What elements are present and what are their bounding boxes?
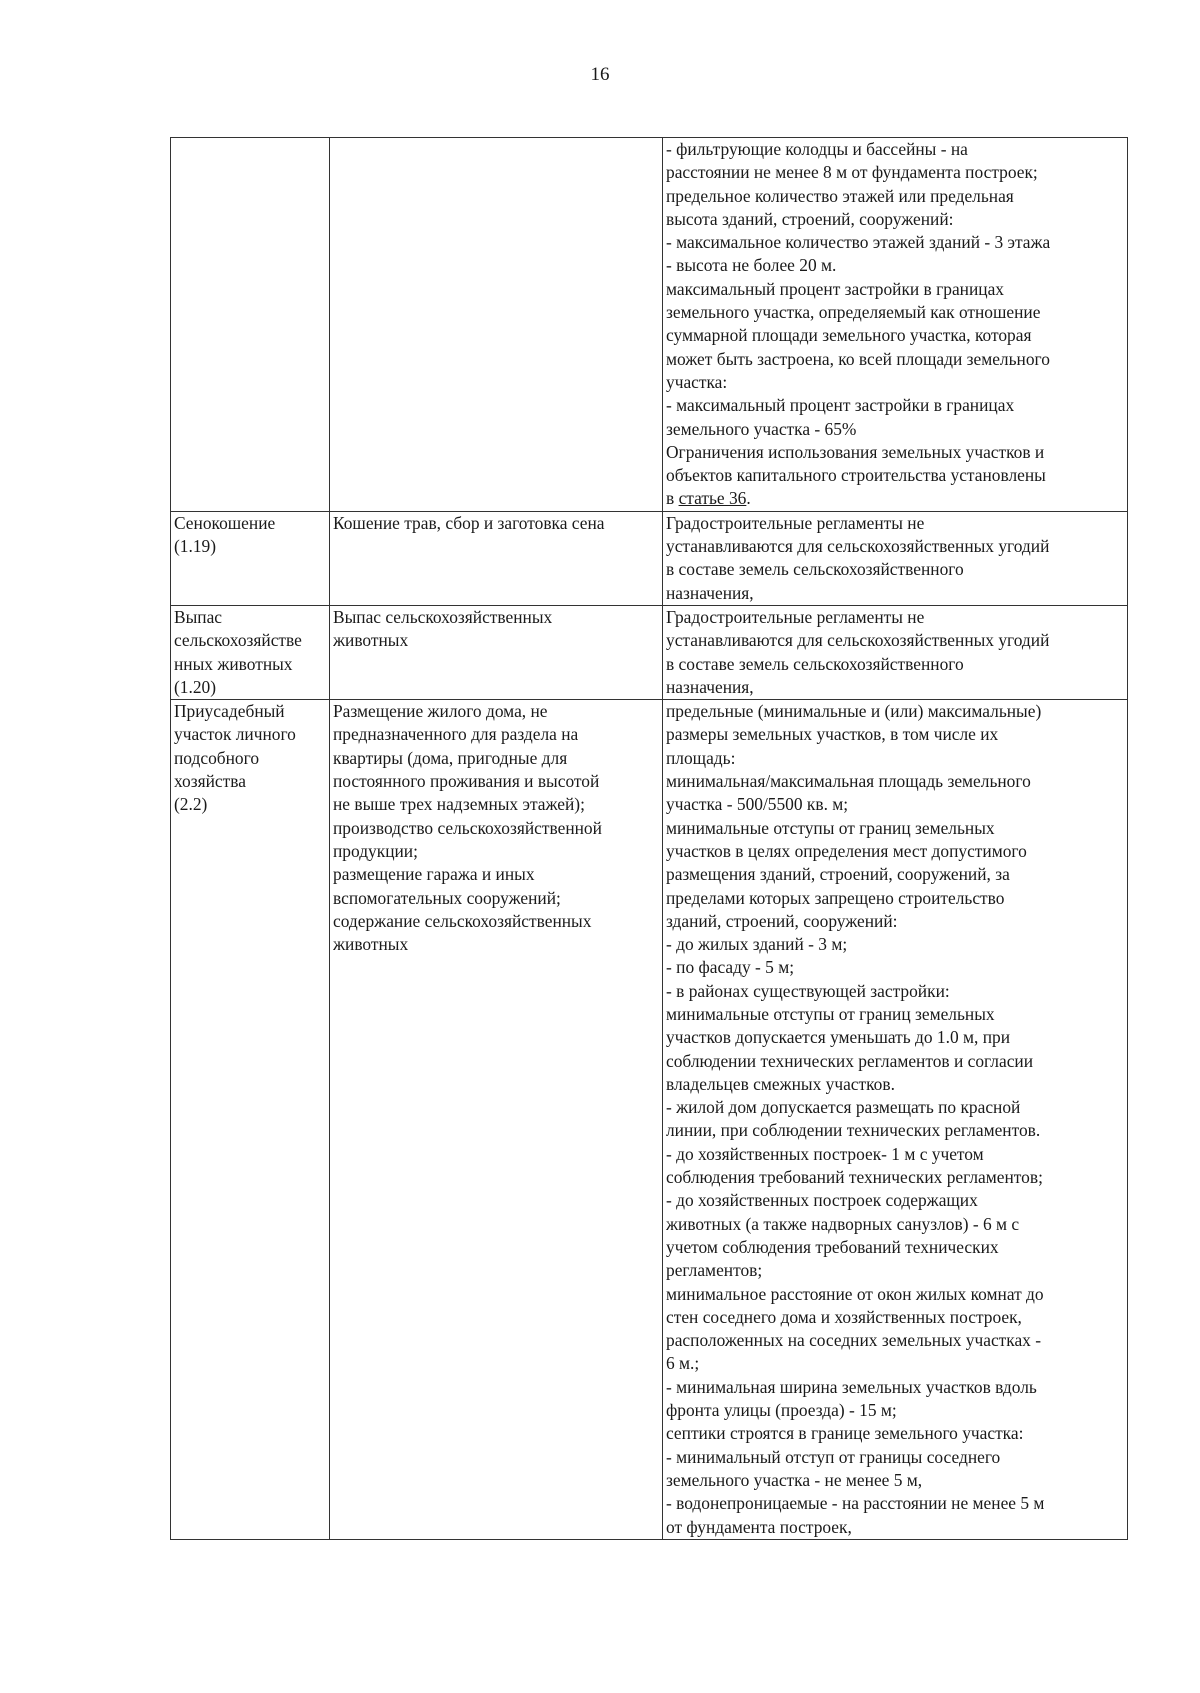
use-type-cell: [171, 511, 330, 605]
use-type-cell: [171, 138, 330, 512]
table-row: [171, 138, 1128, 512]
cell-line: постоянного проживания и высотой: [333, 771, 600, 792]
cell-line: Градостроительные регламенты не: [666, 606, 925, 627]
cell-line: - минимальная ширина земельных участков вдоль: [666, 1376, 1037, 1397]
cell-line: содержание сельскохозяйственных: [333, 910, 592, 931]
cell-line: животных (а также надворных санузлов) - 6 м с: [666, 1213, 1020, 1234]
cell-line: земельного участка - не менее 5 м,: [666, 1469, 923, 1490]
cell-line: (1.19): [174, 536, 217, 557]
cell-line: минимальные отступы от границ земельных: [666, 817, 995, 838]
cell-line: стен соседнего дома и хозяйственных построек,: [666, 1306, 1022, 1327]
cell-line: - максимальный процент застройки в границах: [666, 395, 1015, 416]
cell-line: расположенных на соседних земельных участках -: [666, 1330, 1042, 1351]
cell-line: зданий, строений, сооружений:: [666, 910, 898, 931]
cell-line: (1.20): [174, 676, 217, 697]
cell-line: участков в целях определения мест допустимого: [666, 840, 1027, 861]
cell-line: от фундамента построек,: [666, 1516, 852, 1537]
cell-line: сельскохозяйстве: [174, 630, 302, 651]
cell-line: - до хозяйственных построек- 1 м с учетом: [666, 1143, 984, 1164]
cell-line: высота зданий, строений, сооружений:: [666, 208, 954, 229]
cell-line: земельного участка - 65%: [666, 418, 857, 439]
cell-line: в составе земель сельскохозяйственного: [666, 559, 964, 580]
cell-line: соблюдения требований технических регламентов;: [666, 1167, 1043, 1188]
cell-line: животных: [333, 630, 409, 651]
use-type-cell: [171, 700, 330, 1540]
cell-line: Ограничения использования земельных участков и: [666, 441, 1045, 462]
page-number: 16: [590, 64, 610, 85]
cell-line: минимальная/максимальная площадь земельного: [666, 771, 1031, 792]
cell-line: - максимальное количество этажей зданий - 3 этажа: [666, 232, 1051, 253]
cell-line: минимальные отступы от границ земельных: [666, 1003, 995, 1024]
description-cell: [330, 138, 663, 512]
use-type-cell: [171, 605, 330, 699]
cell-line: не выше трех надземных этажей);: [333, 794, 585, 815]
cell-line: Приусадебный: [174, 701, 285, 722]
cell-line: Выпас сельскохозяйственных: [333, 606, 553, 627]
cell-line: минимальное расстояние от окон жилых комнат до: [666, 1283, 1044, 1304]
cell-line: участка - 500/5500 кв. м;: [666, 794, 849, 815]
cell-line: септики строятся в границе земельного участка:: [666, 1423, 1024, 1444]
parameters-cell: [663, 138, 1128, 512]
regulations-table: [170, 137, 1128, 1540]
cell-line: владельцев смежных участков.: [666, 1073, 895, 1094]
cell-line: регламентов;: [666, 1260, 763, 1281]
cell-line: назначения,: [666, 582, 754, 603]
cell-line: может быть застроена, ко всей площади земельного: [666, 348, 1050, 369]
cell-line: - жилой дом допускается размещать по красной: [666, 1097, 1021, 1118]
cell-line: назначения,: [666, 676, 754, 697]
parameters-cell: [663, 605, 1128, 699]
cell-line: фронта улицы (проезда) - 15 м;: [666, 1400, 897, 1421]
cell-line: - минимальный отступ от границы соседнего: [666, 1446, 1001, 1467]
cell-line: в составе земель сельскохозяйственного: [666, 653, 964, 674]
parameters-cell: [663, 511, 1128, 605]
article-link[interactable]: статье 36: [678, 488, 747, 509]
cell-line: Выпас: [174, 606, 223, 627]
cell-line: - до хозяйственных построек содержащих: [666, 1190, 978, 1211]
cell-line: размещения зданий, строений, сооружений, за: [666, 864, 1010, 885]
cell-line: пределами которых запрещено строительство: [666, 887, 1005, 908]
description-cell: [330, 700, 663, 1540]
cell-line: устанавливаются для сельскохозяйственных угодий: [666, 536, 1050, 557]
cell-line: земельного участка, определяемый как отношение: [666, 302, 1041, 323]
cell-line: участков допускается уменьшать до 1.0 м, при: [666, 1027, 1011, 1048]
cell-line: - фильтрующие колодцы и бассейны - на: [666, 139, 968, 159]
cell-line: 6 м.;: [666, 1353, 700, 1374]
cell-line: предельные (минимальные и (или) максимальные): [666, 701, 1042, 722]
description-cell: [330, 605, 663, 699]
cell-line: расстоянии не менее 8 м от фундамента построек;: [666, 162, 1038, 183]
cell-line: подсобного: [174, 747, 260, 768]
cell-line: участок личного: [174, 724, 296, 745]
cell-line: (2.2): [174, 794, 208, 815]
cell-line: учетом соблюдения требований технических: [666, 1236, 999, 1257]
table-row: [171, 511, 1128, 605]
cell-line: Сенокошение: [174, 512, 276, 533]
cell-line: животных: [333, 934, 409, 955]
cell-line: предназначенного для раздела на: [333, 724, 579, 745]
cell-line: соблюдении технических регламентов и согласии: [666, 1050, 1034, 1071]
cell-line: - высота не более 20 м.: [666, 255, 837, 276]
cell-line: - в районах существующей застройки:: [666, 980, 950, 1001]
cell-line: нных животных: [174, 653, 293, 674]
cell-line: хозяйства: [174, 771, 246, 792]
cell-line: - водонепроницаемые - на расстоянии не менее 5 м: [666, 1493, 1045, 1514]
cell-line: Кошение трав, сбор и заготовка сена: [333, 512, 605, 533]
cell-line: площадь:: [666, 747, 736, 768]
cell-line: объектов капитального строительства установлены: [666, 465, 1046, 486]
cell-text: в: [666, 488, 679, 509]
cell-line: - до жилых зданий - 3 м;: [666, 934, 848, 955]
cell-line: суммарной площади земельного участка, которая: [666, 325, 1032, 346]
cell-line: вспомогательных сооружений;: [333, 887, 561, 908]
cell-line: Размещение жилого дома, не: [333, 701, 548, 722]
cell-line: размеры земельных участков, в том числе их: [666, 724, 999, 745]
cell-line: Градостроительные регламенты не: [666, 512, 925, 533]
cell-line: квартиры (дома, пригодные для: [333, 747, 568, 768]
table-row: [171, 605, 1128, 699]
cell-line: - по фасаду - 5 м;: [666, 957, 795, 978]
cell-line: продукции;: [333, 840, 418, 861]
cell-text: .: [746, 488, 751, 509]
cell-line: производство сельскохозяйственной: [333, 817, 602, 838]
cell-line: участка:: [666, 371, 728, 392]
cell-line: линии, при соблюдении технических регламентов.: [666, 1120, 1041, 1141]
cell-line: максимальный процент застройки в границах: [666, 278, 1004, 299]
table-row: [171, 700, 1128, 1540]
cell-line: [666, 487, 1125, 510]
cell-line: размещение гаража и иных: [333, 864, 535, 885]
cell-line: предельное количество этажей или предельная: [666, 185, 1014, 206]
parameters-cell: [663, 700, 1128, 1540]
description-cell: [330, 511, 663, 605]
cell-line: устанавливаются для сельскохозяйственных угодий: [666, 630, 1050, 651]
